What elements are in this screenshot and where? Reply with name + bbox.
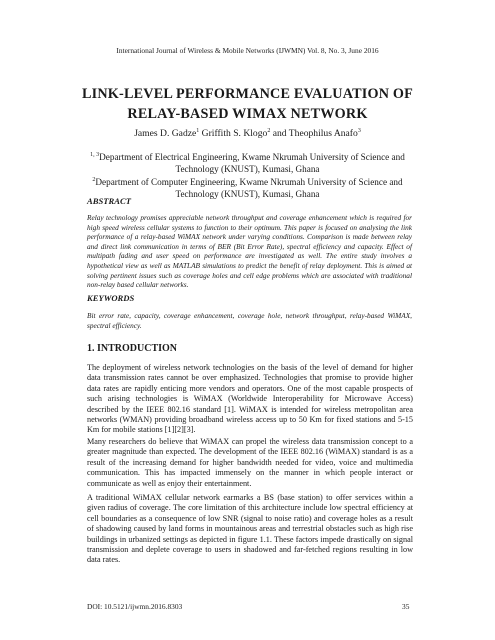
author-1-sup: 1 [196,127,200,134]
author-2-sup: 2 [267,127,271,134]
intro-paragraph-1: The deployment of wireless network technologies on the basis of the level of demand for higher data transmission rates cannot be over emphasized. Technologies that promise to provide higher data rates are rapidly enticing more vendors and operators. One of the most capable prospects of such arising technologies is WiMAX (Worldwide Interoperability for Microwave Access) described by the IEEE 802.16 standard [1]. WiMAX is intended for wireless metropolitan area networks (WMAN) providing broadband wireless access up to 50 Km for fixed stations and 5-15 Km for mobile stations [1][2][3]. [87,363,413,435]
affiliation-2-text: Department of Computer Engineering, Kwame Nkrumah University of Science and Technology (KNUST), Kumasi, Ghana [95,177,403,199]
affiliation-1 [70,151,425,175]
keywords-heading: KEYWORDS [87,293,135,303]
title-line-1: LINK-LEVEL PERFORMANCE EVALUATION OF [81,86,414,102]
doi-footer: DOI: 10.5121/ijwmn.2016.8303 [87,602,183,611]
author-1: James D. Gadze [134,128,197,139]
intro-paragraph-2: Many researchers do believe that WiMAX can propel the wireless data transmission concept to a greater magnitude than expected. The development of the IEEE 802.16 (WiMAX) standard is as a result of the increasing demand for higher bandwidth needed for video, voice and multimedia communication. This has impacted immensely on the manner in which people interact or communicate as well as enjoy their entertainment. [87,437,413,488]
title-line-2: RELAY-BASED WIMAX NETWORK [127,106,368,122]
affiliation-1-sup: 1, 3 [90,151,100,158]
affiliation-1-text: Department of Electrical Engineering, Kwame Nkrumah University of Science and Technology (KNUST), Kumasi, Ghana [99,152,405,174]
introduction-heading: 1. INTRODUCTION [87,343,178,354]
affiliation-2-sup: 2 [92,176,96,183]
intro-paragraph-3: A traditional WiMAX cellular network earmarks a BS (base station) to offer services within a given radius of coverage. The core limitation of this architecture include low spectral efficiency at cell boundaries as a consequence of low SNR (signal to noise ratio) and coverage holes as a result of shadowing caused by land forms in mountainous areas and terrestrial obstacles such as high rise buildings in urbanized settings as depicted in figure 1.1. These factors impede drastically on signal transmission and deplete coverage to users in shadowed and far-fetched regions resulting in low data rates. [87,493,413,565]
page-number: 35 [402,602,410,611]
author-3: and Theophilus Anafo [270,128,358,139]
abstract-body: Relay technology promises appreciable network throughput and coverage enhancement which is required for high speed wireless cellular systems to function to their optimum. This paper is focused on analysing the link performance of a relay-based WiMAX network under varying conditions. Comparison is made between relay and direct link communication in terms of BER (Bit Error Rate), spectral efficiency and capacity. Effect of multipath fading and user speed on performance are investigated as well. The entire study involves a hypothetical view as well as MATLAB simulations to predict the benefit of relay deployment. This is aimed at solving pertinent issues such as coverage holes and cell edge problems which are associated with traditional non-relay based cellular networks. [87,213,412,290]
author-3-sup: 3 [357,127,361,134]
author-list [0,128,495,139]
paper-title [40,84,455,124]
running-header: International Journal of Wireless & Mobile Networks (IJWMN) Vol. 8, No. 3, June 2016 [116,46,379,55]
abstract-heading: ABSTRACT [87,196,131,206]
author-2: Griffith S. Klogo [199,128,268,139]
keywords-body: Bit error rate, capacity, coverage enhancement, coverage hole, network throughput, relay-based WiMAX, spectral efficiency. [87,311,412,330]
